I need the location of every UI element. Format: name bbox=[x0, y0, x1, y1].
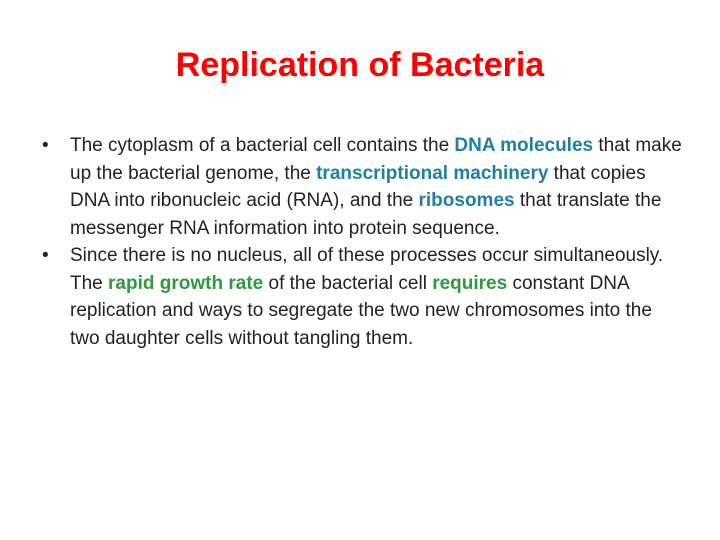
text-segment: that make up the bacterial genome, the bbox=[70, 135, 682, 184]
highlight-term: requires bbox=[432, 272, 508, 294]
text-segment: The cytoplasm of a bacterial cell contains the bbox=[70, 135, 455, 156]
bullet-list bbox=[36, 132, 684, 352]
text-segment: that copies DNA into ribonucleic acid (RNA), and the bbox=[70, 162, 646, 211]
bullet-text bbox=[70, 135, 682, 239]
highlight-term: ribosomes bbox=[418, 190, 515, 211]
highlight-term: DNA molecules bbox=[454, 135, 594, 156]
bullet-item bbox=[36, 132, 684, 242]
highlight-term: transcriptional machinery bbox=[316, 162, 549, 184]
text-segment: of the bacterial cell bbox=[263, 272, 433, 294]
bullet-dot-icon: • bbox=[42, 135, 49, 156]
highlight-term: rapid growth rate bbox=[108, 272, 264, 294]
slide-title: Replication of Bacteria bbox=[175, 46, 545, 84]
bullet-text bbox=[70, 245, 663, 349]
bullet-dot-icon: • bbox=[42, 245, 49, 266]
text-segment: Since there is no nucleus, all of these processes occur simultaneously. The bbox=[70, 245, 664, 294]
text-segment: that translate the messenger RNA information into protein sequence. bbox=[70, 190, 662, 239]
bullet-item bbox=[36, 242, 684, 352]
text-segment: constant DNA replication and ways to segregate the two new chromosomes into the two daughter cells without tangling them. bbox=[70, 272, 652, 349]
